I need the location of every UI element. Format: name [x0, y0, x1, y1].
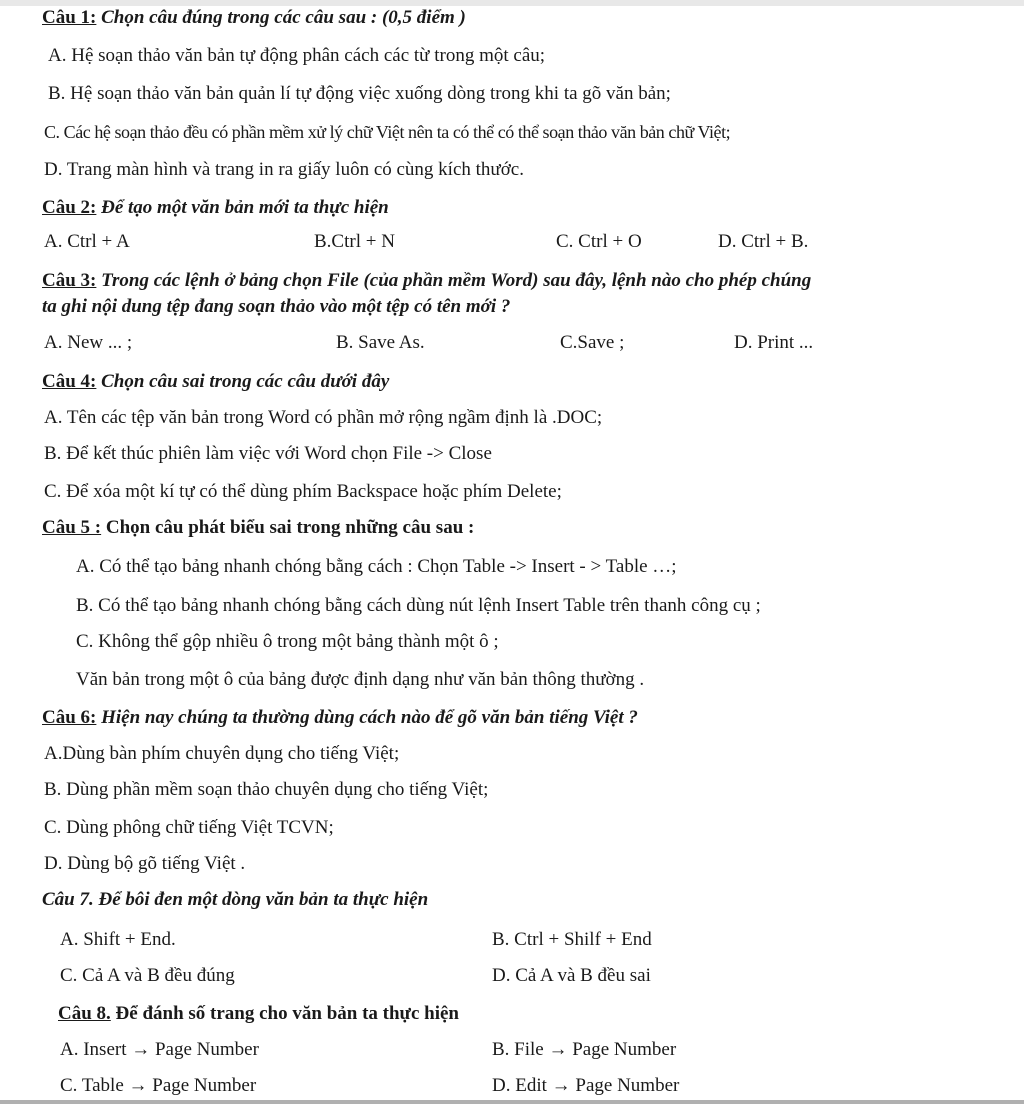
question-7-number: Câu 7. — [42, 889, 94, 910]
q6-option-d: D. Dùng bộ gõ tiếng Việt . — [44, 853, 246, 874]
q2-option-d: D. Ctrl + B. — [718, 231, 809, 252]
q1-option-b: B. Hệ soạn thảo văn bản quản lí tự động việc xuống dòng trong khi ta gõ văn bản; — [48, 83, 671, 104]
q7-option-d: D. Cả A và B đều sai — [492, 965, 651, 986]
question-3-text-line-2: ta ghi nội dung tệp đang soạn thảo vào một tệp có tên mới ? — [42, 296, 511, 317]
question-5-number: Câu 5 : — [42, 517, 102, 538]
q4-option-c: C. Để xóa một kí tự có thể dùng phím Backspace hoặc phím Delete; — [44, 481, 562, 502]
q6-option-c: C. Dùng phông chữ tiếng Việt TCVN; — [44, 817, 334, 838]
q7-option-c: C. Cả A và B đều đúng — [60, 965, 235, 986]
question-6-number: Câu 6: — [42, 707, 97, 728]
q4-option-b: B. Để kết thúc phiên làm việc với Word chọn File -> Close — [44, 443, 492, 464]
q8-option-a: A. Insert → Page Number — [60, 1039, 259, 1060]
question-5-title — [42, 516, 474, 540]
q2-option-a: A. Ctrl + A — [44, 231, 130, 252]
q5-option-b: B. Có thể tạo bảng nhanh chóng bằng cách dùng nút lệnh Insert Table trên thanh công cụ ; — [76, 595, 761, 616]
question-2-text: Để tạo một văn bản mới ta thực hiện — [101, 197, 389, 218]
q6-option-a: A.Dùng bàn phím chuyên dụng cho tiếng Việt; — [44, 743, 400, 764]
q3-option-b: B. Save As. — [336, 332, 425, 353]
q3-option-c: C.Save ; — [560, 332, 625, 353]
question-3-number: Câu 3: — [42, 270, 97, 291]
q8-option-c: C. Table → Page Number — [60, 1075, 257, 1096]
q6-option-b: B. Dùng phần mềm soạn thảo chuyên dụng cho tiếng Việt; — [44, 779, 489, 800]
q1-option-d: D. Trang màn hình và trang in ra giấy luôn có cùng kích thước. — [44, 159, 524, 180]
q1-option-a: A. Hệ soạn thảo văn bản tự động phân cách các từ trong một câu; — [48, 45, 546, 66]
question-6-title — [42, 706, 638, 730]
q3-option-a: A. New ... ; — [44, 332, 133, 353]
bottom-border — [0, 1100, 1024, 1104]
question-8-text: Để đánh số trang cho văn bản ta thực hiện — [115, 1003, 459, 1024]
question-4-number: Câu 4: — [42, 371, 97, 392]
question-1-text: Chọn câu đúng trong các câu sau : (0,5 điểm ) — [101, 7, 466, 28]
q3-option-d: D. Print ... — [734, 332, 814, 353]
question-5-text: Chọn câu phát biểu sai trong những câu sau : — [105, 517, 475, 538]
question-8-title — [58, 1002, 459, 1026]
question-2-title — [42, 196, 389, 220]
q7-option-a: A. Shift + End. — [60, 929, 176, 950]
q5-option-c: C. Không thể gộp nhiều ô trong một bảng thành một ô ; — [76, 631, 499, 652]
question-4-text: Chọn câu sai trong các câu dưới đây — [101, 371, 390, 392]
question-8-number: Câu 8. — [58, 1003, 111, 1024]
q1-option-c: C. Các hệ soạn thảo đều có phần mềm xử lý chữ Việt nên ta có thể có thể soạn thảo văn bản chữ Việt; — [44, 122, 731, 142]
question-2-number: Câu 2: — [42, 197, 97, 218]
question-1-number: Câu 1: — [42, 7, 97, 28]
q2-option-b: B.Ctrl + N — [314, 231, 395, 252]
q5-option-a: A. Có thể tạo bảng nhanh chóng bằng cách : Chọn Table -> Insert - > Table …; — [76, 556, 677, 577]
question-6-text: Hiện nay chúng ta thường dùng cách nào để gõ văn bản tiếng Việt ? — [101, 707, 638, 728]
q5-option-d: Văn bản trong một ô của bảng được định dạng như văn bản thông thường . — [76, 669, 645, 690]
question-7-text: Để bôi đen một dòng văn bản ta thực hiện — [98, 889, 429, 910]
q4-option-a: A. Tên các tệp văn bản trong Word có phần mở rộng ngầm định là .DOC; — [44, 407, 603, 428]
question-1-title — [42, 6, 466, 30]
q2-option-c: C. Ctrl + O — [556, 231, 642, 252]
question-7-title — [42, 888, 428, 912]
q8-option-b: B. File → Page Number — [492, 1039, 677, 1060]
question-3-title — [42, 269, 811, 293]
question-4-title — [42, 370, 389, 394]
q8-option-d: D. Edit → Page Number — [492, 1075, 680, 1096]
question-3-text: Trong các lệnh ở bảng chọn File (của phần mềm Word) sau đây, lệnh nào cho phép chúng — [101, 270, 812, 291]
q7-option-b: B. Ctrl + Shilf + End — [492, 929, 652, 950]
